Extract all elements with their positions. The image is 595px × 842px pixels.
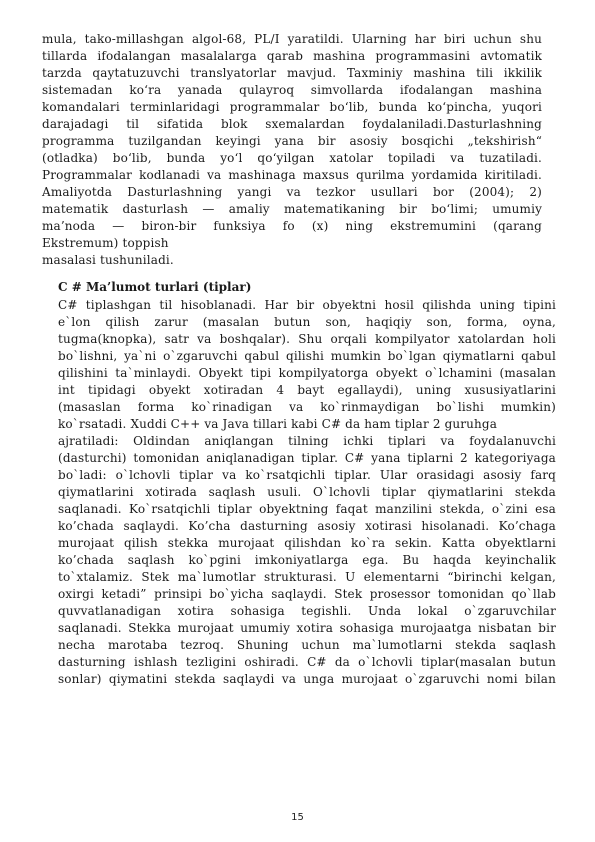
text-line: sonlar) qiymatini stekda saqlaydi va unga murojaat o`zgaruvchi nomi bilan <box>58 672 556 686</box>
text-line: darajadagi til sifatida blok sxemalardan foydalaniladi.Dasturlashning <box>42 117 542 131</box>
text-line: tarzda qaytatuzuvchi translyatorlar mavjud. Taxminiy mashina tili ikkilik <box>42 66 542 80</box>
text-line: qilishini ta`minlaydi. Obyekt tipi kompilyatorga obyekt o`lchamini (masalan <box>58 366 556 380</box>
text-line: programma tuzilgandan keyingi yana bir asosiy bosqichi „tekshirish“ <box>42 134 542 148</box>
text-line: ko’chada saqlaydi. Ko’cha dasturning asosiy xotirasi hisolanadi. Ko’chaga <box>58 519 556 533</box>
text-line: saqlanadi. Ko`rsatqichli tiplar obyektning faqat manzilini stekda, o`zini esa <box>58 502 556 516</box>
text-line: matematik dasturlash — amaliy matematikaning bir bo‘limi; umumiy <box>42 202 542 216</box>
text-line: bo`lishni, ya`ni o`zgaruvchi qabul qilishi mumkin bo`lgan qiymatlarni qabul <box>58 349 556 363</box>
text-line: murojaat qilish stekka murojaat qilishdan ko`ra sekin. Katta obyektlarni <box>58 536 556 550</box>
text-line: tillarda ifodalangan masalalarga qarab mashina programmasini avtomatik <box>42 49 542 63</box>
text-line: dasturning ishlash tezligini oshiradi. C# da o`lchovli tiplar(masalan butun <box>58 655 556 669</box>
text-line: C# tiplashgan til hisoblanadi. Har bir obyektni hosil qilishda uning tipini <box>58 298 556 312</box>
text-line: quvvatlanadigan xotira sohasiga tegishli. Unda lokal o`zgaruvchilar <box>58 604 556 618</box>
text-line: Programmalar kodlanadi va mashinaga maxsus qurilma yordamida kiritiladi. <box>42 168 542 182</box>
text-line: ko’chada saqlash ko`pgini imkoniyatlarga ega. Bu haqda keyinchalik <box>58 553 556 567</box>
text-line: ko`rsatadi. Xuddi C++ va Java tillari kabi C# da ham tiplar 2 guruhga <box>58 417 498 431</box>
text-line: e`lon qilish zarur (masalan butun son, haqiqiy son, forma, oyna, <box>58 315 556 329</box>
text-line: qiymatlarini xotirada saqlash usuli. O`lchovli tiplar qiymatlarini stekda <box>58 485 556 499</box>
text-line: tugma(knopka), satr va boshqalar). Shu orqali kompilyator xatolardan holi <box>58 332 556 346</box>
text-line: int tipidagi obyekt xotiradan 4 bayt egallaydi), uning xususiyatlarini <box>58 383 556 397</box>
section-heading: C # Ma’lumot turlari (tiplar) <box>58 280 252 294</box>
text-line: sistemadan ko‘ra yanada qulayroq simvollarda ifodalangan mashina <box>42 83 542 97</box>
text-line: (otladka) bo‘lib, bunda yo‘l qo‘yilgan xatolar topiladi va tuzatiladi. <box>42 151 542 165</box>
text-line: mula, tako-millashgan algol-68, PL/I yaratildi. Ularning har biri uchun shu <box>42 32 542 46</box>
text-line: oxirgi ketadi” prinsipi bo`yicha saqlaydi. Stek prosessor tomonidan qo`llab <box>58 587 556 601</box>
text-line: Ekstremum) toppish <box>42 236 169 250</box>
text-line: ajratiladi: Oldindan aniqlangan tilning ichki tiplari va foydalanuvchi <box>58 434 556 448</box>
text-line: masalasi tushuniladi. <box>42 253 174 267</box>
text-line: ma’noda — biron-bir funksiya fo (x) ning ekstremumini (qarang <box>42 219 542 233</box>
text-line: bo`ladi: o`lchovli tiplar va ko`rsatqichli tiplar. Ular orasidagi asosiy farq <box>58 468 556 482</box>
text-line: to`xtalamiz. Stek ma`lumotlar strukturasi. U elementarni “birinchi kelgan, <box>58 570 556 584</box>
text-line: necha marotaba tezroq. Shuning uchun ma`lumotlarni stekda saqlash <box>58 638 556 652</box>
page-number: 15 <box>291 812 304 823</box>
text-line: (masaslan forma ko`rinadigan va ko`rinmaydigan bo`lishi mumkin) <box>58 400 556 414</box>
text-line: komandalari terminlaridagi programmalar bo‘lib, bunda ko‘pincha, yuqori <box>42 100 542 114</box>
text-line: (dasturchi) tomonidan aniqlanadigan tiplar. C# yana tiplarni 2 kategoriyaga <box>58 451 556 465</box>
text-line: Amaliyotda Dasturlashning yangi va tezkor usullari bor (2004); 2) <box>42 185 542 199</box>
text-line: saqlanadi. Stekka murojaat umumiy xotira sohasiga murojaatga nisbatan bir <box>58 621 556 635</box>
